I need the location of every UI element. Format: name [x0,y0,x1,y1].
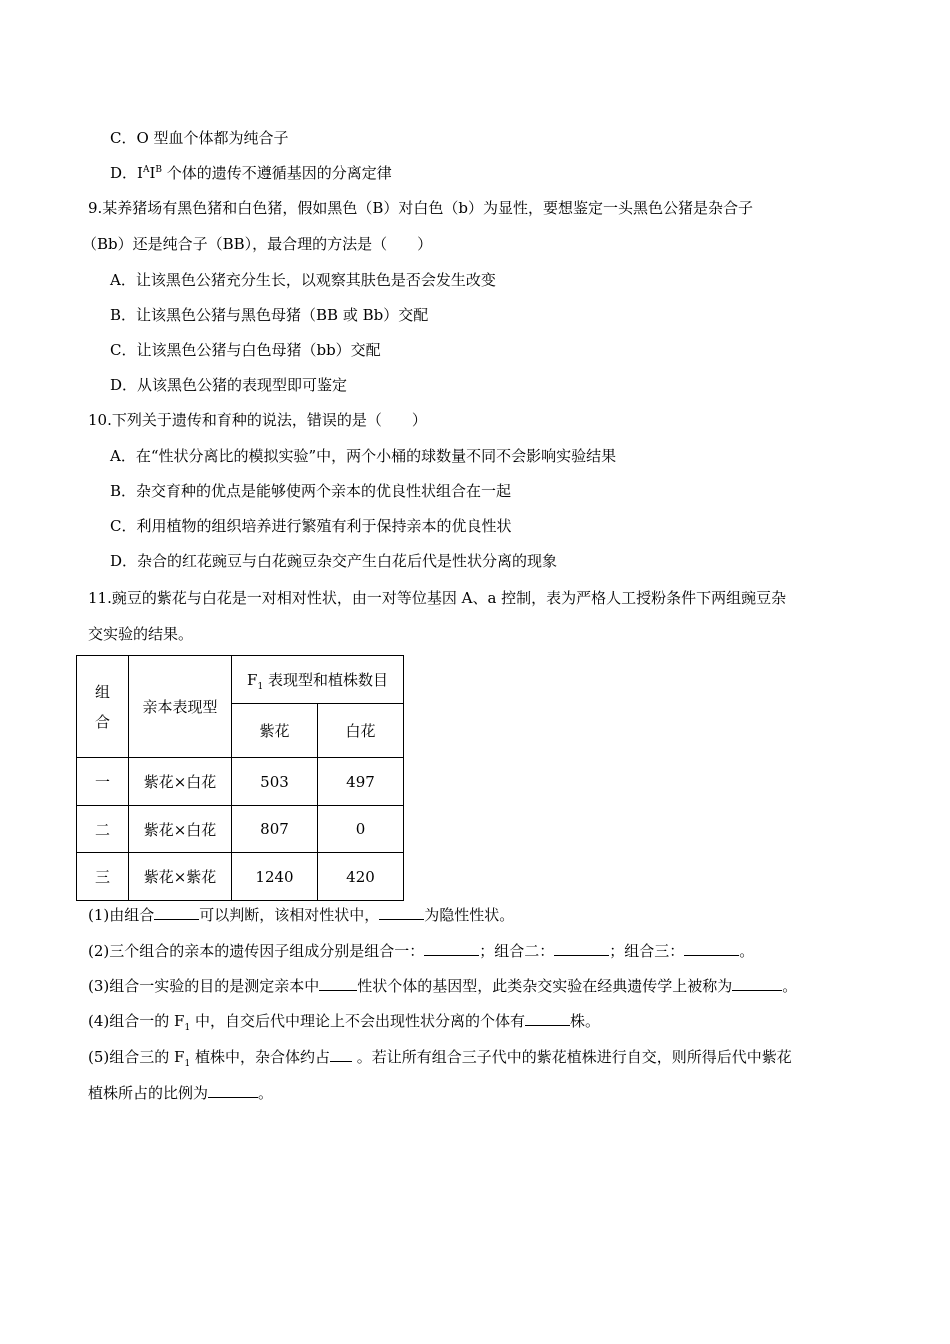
results-table [76,655,404,901]
header-f1 [232,656,404,704]
q11-stem-line1: 11.豌豆的紫花与白花是一对相对性状，由一对等位基因 A、a 控制，表为严格人工授粉条件下两组豌豆杂 [88,589,787,607]
answer-blank[interactable] [732,976,782,991]
q11-part-1 [88,905,514,925]
header-group [77,656,129,758]
p4-subscript: 1 [184,1023,191,1033]
header-group-char2: 合 [94,712,110,731]
p1-text-a: (1)由组合 [88,906,155,924]
q11-part-5-line2 [88,1083,273,1103]
q10-option-c: C．利用植物的组织培养进行繁殖有利于保持亲本的优良性状 [110,517,512,535]
superscript-a: A [142,165,150,175]
p2-text-a: (2)三个组合的亲本的遗传因子组成分别是组合一： [88,942,425,960]
cell-parent: 紫花×紫花 [129,853,232,901]
q9-option-a: A．让该黑色公猪充分生长，以观察其肤色是否会发生改变 [110,271,496,289]
q10-option-b: B．杂交育种的优点是能够使两个亲本的优良性状组合在一起 [110,482,512,500]
cell-group: 三 [77,853,129,901]
q8-option-d [110,163,392,183]
q9-option-b: B．让该黑色公猪与黑色母猪（BB 或 Bb）交配 [110,306,429,324]
p2-text-d: 。 [739,942,755,960]
header-f1-suffix: 表现型和植株数目 [263,671,388,689]
q10-stem: 10.下列关于遗传和育种的说法，错误的是（ ） [88,411,427,429]
answer-blank[interactable] [319,976,357,991]
p5-line2-text-a: 植株所占的比例为 [88,1084,209,1102]
q8-option-d-suffix: 个体的遗传不遵循基因的分离定律 [162,164,392,182]
p4-text-c: 株。 [569,1012,600,1030]
p3-text-a: (3)组合一实验的目的是测定亲本中 [88,977,320,995]
p5-text-c: 。若让所有组合三子代中的紫花植株进行自交，则所得后代中紫花 [351,1048,792,1066]
answer-blank[interactable] [379,905,424,920]
header-white: 白花 [318,704,404,758]
header-group-char1: 组 [94,682,110,701]
p5-line2-text-b: 。 [258,1084,274,1102]
q11-part-2 [88,941,754,961]
q8-option-d-mid: I [149,164,156,182]
q9-option-d: D．从该黑色公猪的表现型即可鉴定 [110,376,348,394]
header-parent: 亲本表现型 [129,656,232,758]
cell-purple: 503 [232,758,318,806]
cell-white: 497 [318,758,404,806]
cell-purple: 1240 [232,853,318,901]
answer-blank[interactable] [330,1047,352,1062]
header-f1-prefix: F [247,671,258,689]
superscript-b: B [155,165,163,175]
cell-purple: 807 [232,806,318,853]
q11-part-4 [88,1011,600,1031]
table-row [77,806,404,853]
q8-option-d-prefix: D．I [110,164,143,182]
p3-text-b: 性状个体的基因型，此类杂交实验在经典遗传学上被称为 [357,977,733,995]
q9-stem-line1: 9.某养猪场有黑色猪和白色猪，假如黑色（B）对白色（b）为显性，要想鉴定一头黑色公猪是杂合子 [88,199,753,217]
answer-blank[interactable] [424,941,479,956]
cell-group: 一 [77,758,129,806]
header-purple: 紫花 [232,704,318,758]
p2-text-b: ；组合二： [479,942,555,960]
cell-parent: 紫花×白花 [129,806,232,853]
p5-text-b: 植株中，杂合体约占 [190,1048,330,1066]
cell-white: 420 [318,853,404,901]
q9-stem-line2: （Bb）还是纯合子（BB），最合理的方法是（ ） [82,235,433,253]
answer-blank[interactable] [684,941,739,956]
p1-text-c: 为隐性性状。 [424,906,515,924]
cell-white: 0 [318,806,404,853]
q8-option-c: C．O 型血个体都为纯合子 [110,129,289,147]
answer-blank[interactable] [525,1011,570,1026]
p4-text-b: 中，自交后代中理论上不会出现性状分离的个体有 [190,1012,525,1030]
q10-option-d: D．杂合的红花豌豆与白花豌豆杂交产生白花后代是性状分离的现象 [110,552,558,570]
p1-text-b: 可以判断，该相对性状中， [199,906,380,924]
cell-parent: 紫花×白花 [129,758,232,806]
p5-subscript: 1 [184,1059,191,1069]
header-f1-subscript: 1 [257,682,264,692]
q10-option-a: A．在“性状分离比的模拟实验”中，两个小桶的球数量不同不会影响实验结果 [110,447,617,465]
answer-blank[interactable] [154,905,199,920]
q11-stem-line2: 交实验的结果。 [88,625,194,643]
p5-text-a: (5)组合三的 F [88,1048,185,1066]
q11-part-5 [88,1047,792,1067]
p3-text-c: 。 [782,977,798,995]
p4-text-a: (4)组合一的 F [88,1012,185,1030]
q11-part-3 [88,976,797,996]
cell-group: 二 [77,806,129,853]
answer-blank[interactable] [208,1083,258,1098]
q9-option-c: C．让该黑色公猪与白色母猪（bb）交配 [110,341,381,359]
answer-blank[interactable] [554,941,609,956]
table-row [77,758,404,806]
p2-text-c: ；组合三： [609,942,685,960]
table-row [77,853,404,901]
